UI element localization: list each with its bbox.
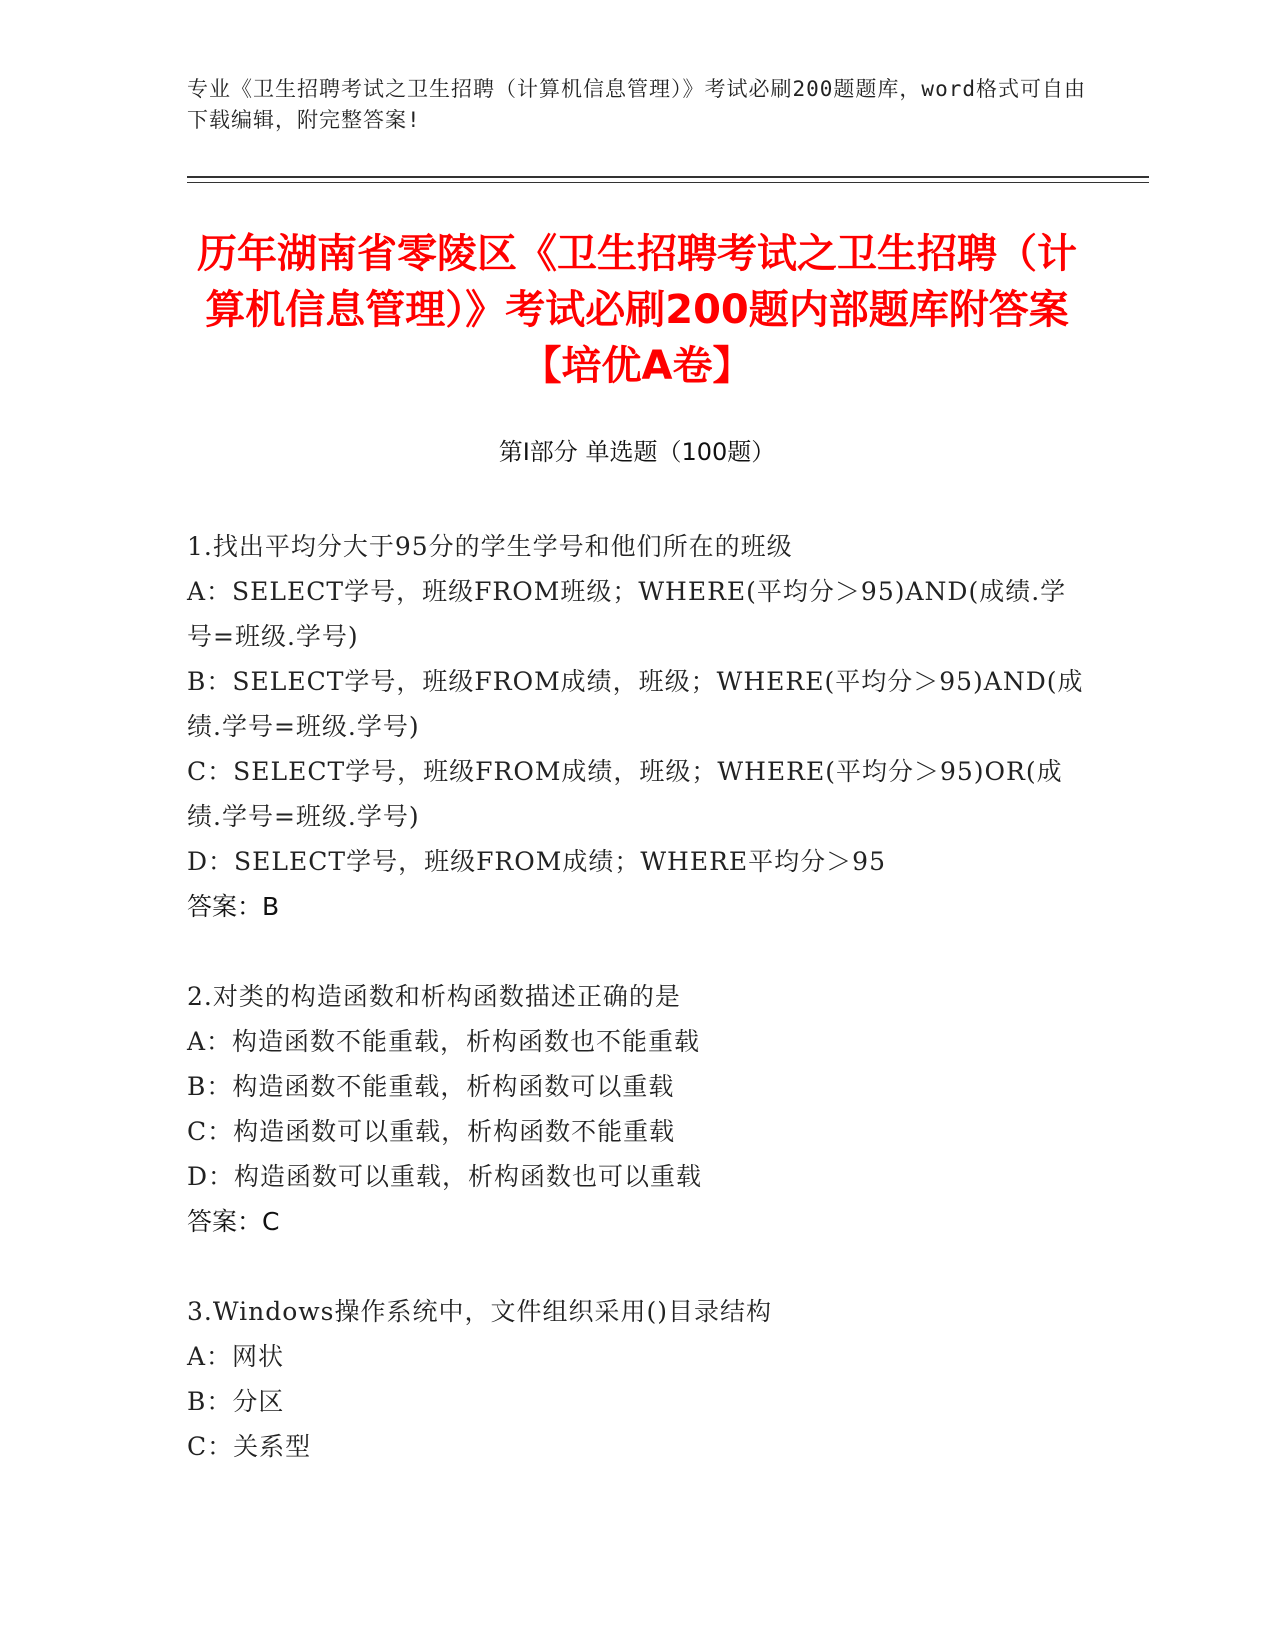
document-title: 历年湖南省零陵区《卫生招聘考试之卫生招聘（计算机信息管理）》考试必刷200题内部题库附答案【培优A卷】 bbox=[197, 231, 1077, 389]
option-b: B：分区 bbox=[187, 1387, 285, 1416]
option-b: B：SELECT学号，班级FROM成绩，班级；WHERE(平均分＞95)AND(成绩.学号=班级.学号) bbox=[187, 667, 1084, 741]
spacer bbox=[187, 929, 1087, 974]
section-heading: 第Ⅰ部分 单选题（100题） bbox=[498, 438, 776, 466]
answer: 答案：C bbox=[187, 1207, 280, 1236]
question-3 bbox=[187, 1289, 1087, 1469]
intro-text: 专业《卫生招聘考试之卫生招聘（计算机信息管理）》考试必刷200题题库，word格式可自由下载编辑，附完整答案! bbox=[187, 77, 1086, 132]
option-a: A：网状 bbox=[187, 1342, 285, 1371]
option-a: A：构造函数不能重载，析构函数也不能重载 bbox=[187, 1027, 701, 1056]
spacer bbox=[187, 1244, 1087, 1289]
option-d: D：SELECT学号，班级FROM成绩；WHERE平均分＞95 bbox=[187, 847, 886, 876]
answer: 答案：B bbox=[187, 892, 280, 921]
option-c: C：关系型 bbox=[187, 1432, 312, 1461]
option-a: A：SELECT学号，班级FROM班级；WHERE(平均分＞95)AND(成绩.学号=班级.学号) bbox=[187, 577, 1067, 651]
option-d: D：构造函数可以重载，析构函数也可以重载 bbox=[187, 1162, 703, 1191]
question-1 bbox=[187, 524, 1087, 929]
option-c: C：构造函数可以重载，析构函数不能重载 bbox=[187, 1117, 676, 1146]
header-rule-thin bbox=[187, 182, 1149, 183]
question-stem: 1.找出平均分大于95分的学生学号和他们所在的班级 bbox=[187, 532, 793, 561]
question-2 bbox=[187, 974, 1087, 1244]
question-stem: 3.Windows操作系统中，文件组织采用()目录结构 bbox=[187, 1297, 772, 1326]
question-stem: 2.对类的构造函数和析构函数描述正确的是 bbox=[187, 982, 681, 1011]
option-b: B：构造函数不能重载，析构函数可以重载 bbox=[187, 1072, 675, 1101]
question-list bbox=[187, 524, 1087, 1469]
option-c: C：SELECT学号，班级FROM成绩，班级；WHERE(平均分＞95)OR(成绩.学号=班级.学号) bbox=[187, 757, 1063, 831]
header-rule-thick bbox=[187, 176, 1149, 178]
